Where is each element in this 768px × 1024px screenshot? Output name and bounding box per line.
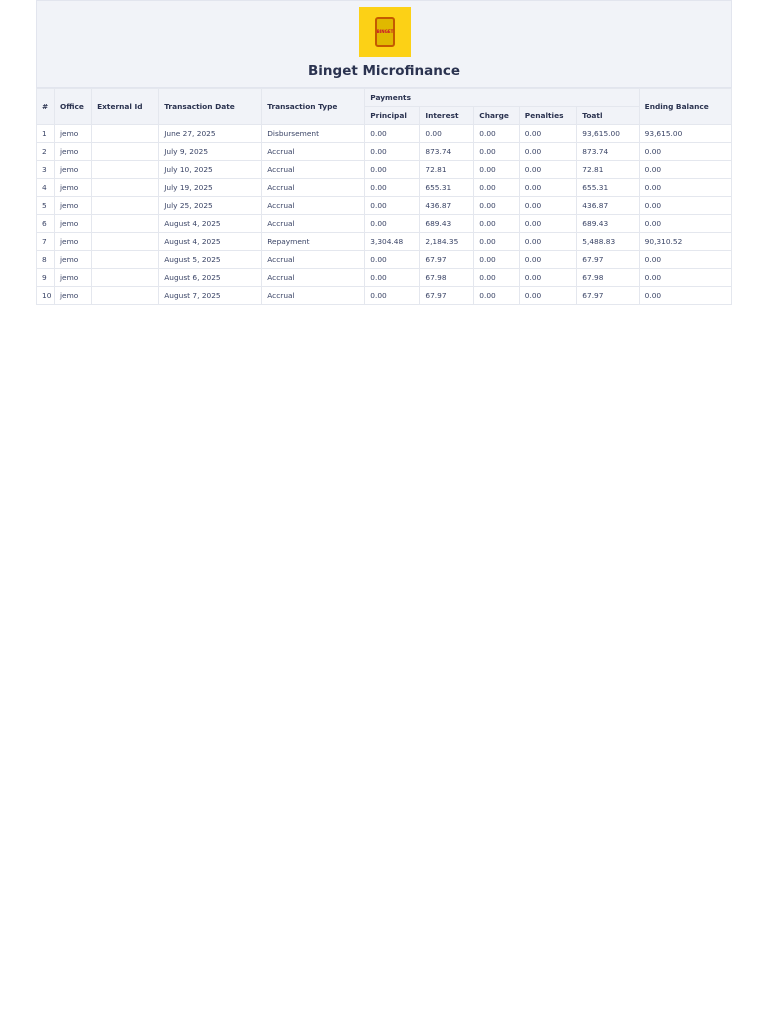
cell-office: jemo <box>54 269 91 287</box>
cell-principal: 0.00 <box>365 269 420 287</box>
cell-principal: 0.00 <box>365 179 420 197</box>
cell-charge: 0.00 <box>474 251 520 269</box>
cell-balance: 0.00 <box>639 251 731 269</box>
table-row <box>37 233 732 251</box>
cell-principal: 0.00 <box>365 143 420 161</box>
cell-balance: 0.00 <box>639 161 731 179</box>
cell-penalties: 0.00 <box>519 233 577 251</box>
col-header-num: # <box>37 89 55 125</box>
cell-office: jemo <box>54 251 91 269</box>
cell-date: July 25, 2025 <box>159 197 262 215</box>
cell-total: 436.87 <box>577 197 639 215</box>
cell-charge: 0.00 <box>474 161 520 179</box>
cell-date: August 5, 2025 <box>159 251 262 269</box>
cell-charge: 0.00 <box>474 125 520 143</box>
col-header-total: Toatl <box>577 107 639 125</box>
table-row <box>37 197 732 215</box>
cell-num: 3 <box>37 161 55 179</box>
cell-total: 93,615.00 <box>577 125 639 143</box>
col-header-penalties: Penalties <box>519 107 577 125</box>
cell-date: June 27, 2025 <box>159 125 262 143</box>
cell-type: Repayment <box>262 233 365 251</box>
cell-interest: 67.98 <box>420 269 474 287</box>
cell-type: Accrual <box>262 269 365 287</box>
cell-balance: 0.00 <box>639 197 731 215</box>
cell-penalties: 0.00 <box>519 143 577 161</box>
cell-balance: 0.00 <box>639 143 731 161</box>
cell-total: 67.98 <box>577 269 639 287</box>
cell-external-id <box>92 161 159 179</box>
cell-date: August 4, 2025 <box>159 215 262 233</box>
cell-type: Accrual <box>262 179 365 197</box>
cell-date: July 19, 2025 <box>159 179 262 197</box>
cell-external-id <box>92 179 159 197</box>
cell-penalties: 0.00 <box>519 179 577 197</box>
table-row <box>37 251 732 269</box>
cell-type: Accrual <box>262 197 365 215</box>
table-row <box>37 215 732 233</box>
col-header-ending-balance: Ending Balance <box>639 89 731 125</box>
cell-charge: 0.00 <box>474 233 520 251</box>
page-title: Binget Microfinance <box>308 63 460 79</box>
cell-external-id <box>92 233 159 251</box>
cell-external-id <box>92 143 159 161</box>
cell-total: 67.97 <box>577 287 639 305</box>
cell-type: Accrual <box>262 215 365 233</box>
cell-total: 689.43 <box>577 215 639 233</box>
cell-num: 4 <box>37 179 55 197</box>
cell-type: Accrual <box>262 251 365 269</box>
cell-interest: 67.97 <box>420 251 474 269</box>
cell-type: Accrual <box>262 287 365 305</box>
col-header-charge: Charge <box>474 107 520 125</box>
col-header-principal: Principal <box>365 107 420 125</box>
table-row <box>37 161 732 179</box>
cell-type: Accrual <box>262 143 365 161</box>
cell-balance: 0.00 <box>639 287 731 305</box>
cell-office: jemo <box>54 161 91 179</box>
cell-type: Disbursement <box>262 125 365 143</box>
cell-penalties: 0.00 <box>519 197 577 215</box>
cell-interest: 0.00 <box>420 125 474 143</box>
cell-interest: 655.31 <box>420 179 474 197</box>
cell-penalties: 0.00 <box>519 125 577 143</box>
cell-balance: 90,310.52 <box>639 233 731 251</box>
cell-total: 5,488.83 <box>577 233 639 251</box>
cell-num: 1 <box>37 125 55 143</box>
cell-date: August 4, 2025 <box>159 233 262 251</box>
cell-charge: 0.00 <box>474 197 520 215</box>
cell-principal: 0.00 <box>365 197 420 215</box>
cell-balance: 0.00 <box>639 269 731 287</box>
cell-external-id <box>92 125 159 143</box>
cell-charge: 0.00 <box>474 179 520 197</box>
cell-interest: 2,184.35 <box>420 233 474 251</box>
col-header-external-id: External Id <box>92 89 159 125</box>
cell-total: 67.97 <box>577 251 639 269</box>
cell-balance: 0.00 <box>639 179 731 197</box>
cell-num: 10 <box>37 287 55 305</box>
cell-num: 6 <box>37 215 55 233</box>
logo-text: BINGET <box>376 29 394 34</box>
cell-external-id <box>92 251 159 269</box>
cell-balance: 0.00 <box>639 215 731 233</box>
statement-sheet <box>36 0 732 305</box>
cell-interest: 67.97 <box>420 287 474 305</box>
cell-external-id <box>92 269 159 287</box>
cell-external-id <box>92 215 159 233</box>
cell-date: July 10, 2025 <box>159 161 262 179</box>
cell-balance: 93,615.00 <box>639 125 731 143</box>
cell-principal: 0.00 <box>365 161 420 179</box>
col-header-transaction-type: Transaction Type <box>262 89 365 125</box>
col-header-interest: Interest <box>420 107 474 125</box>
cell-interest: 436.87 <box>420 197 474 215</box>
cell-num: 2 <box>37 143 55 161</box>
cell-penalties: 0.00 <box>519 161 577 179</box>
col-header-office: Office <box>54 89 91 125</box>
transactions-table <box>36 88 732 305</box>
cell-principal: 0.00 <box>365 215 420 233</box>
cell-total: 873.74 <box>577 143 639 161</box>
cell-interest: 873.74 <box>420 143 474 161</box>
cell-num: 7 <box>37 233 55 251</box>
report-header <box>36 0 732 88</box>
cell-interest: 72.81 <box>420 161 474 179</box>
cell-external-id <box>92 197 159 215</box>
cell-charge: 0.00 <box>474 215 520 233</box>
cell-principal: 0.00 <box>365 287 420 305</box>
table-row <box>37 143 732 161</box>
cell-date: July 9, 2025 <box>159 143 262 161</box>
cell-type: Accrual <box>262 161 365 179</box>
cell-penalties: 0.00 <box>519 215 577 233</box>
cell-office: jemo <box>54 197 91 215</box>
cell-date: August 6, 2025 <box>159 269 262 287</box>
cell-interest: 689.43 <box>420 215 474 233</box>
cell-num: 5 <box>37 197 55 215</box>
cell-penalties: 0.00 <box>519 269 577 287</box>
table-row <box>37 179 732 197</box>
cell-charge: 0.00 <box>474 287 520 305</box>
cell-office: jemo <box>54 215 91 233</box>
cell-office: jemo <box>54 125 91 143</box>
cell-office: jemo <box>54 287 91 305</box>
cell-date: August 7, 2025 <box>159 287 262 305</box>
cell-charge: 0.00 <box>474 269 520 287</box>
cell-principal: 0.00 <box>365 125 420 143</box>
cell-principal: 0.00 <box>365 251 420 269</box>
cell-external-id <box>92 287 159 305</box>
cell-total: 72.81 <box>577 161 639 179</box>
cell-office: jemo <box>54 233 91 251</box>
card-icon <box>375 17 395 47</box>
cell-total: 655.31 <box>577 179 639 197</box>
cell-charge: 0.00 <box>474 143 520 161</box>
cell-principal: 3,304.48 <box>365 233 420 251</box>
cell-num: 8 <box>37 251 55 269</box>
cell-penalties: 0.00 <box>519 251 577 269</box>
table-row <box>37 269 732 287</box>
cell-office: jemo <box>54 143 91 161</box>
col-header-transaction-date: Transaction Date <box>159 89 262 125</box>
cell-office: jemo <box>54 179 91 197</box>
table-row <box>37 125 732 143</box>
table-row <box>37 287 732 305</box>
company-logo <box>359 7 411 57</box>
cell-penalties: 0.00 <box>519 287 577 305</box>
cell-num: 9 <box>37 269 55 287</box>
col-header-payments: Payments <box>365 89 639 107</box>
